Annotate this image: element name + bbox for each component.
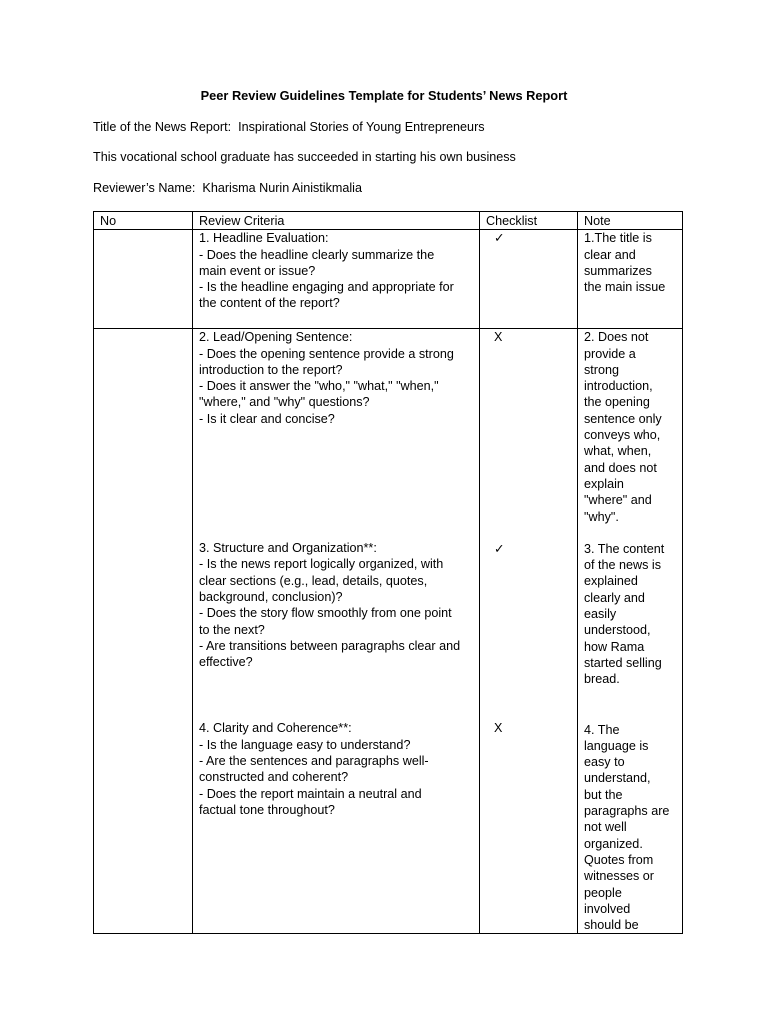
criteria-line: - Does the report maintain a neutral and xyxy=(199,786,422,801)
header-no: No xyxy=(94,212,193,230)
review-table xyxy=(93,211,683,934)
note-line: organized. xyxy=(584,836,643,851)
note-line: understand, xyxy=(584,771,651,786)
header-checklist: Checklist xyxy=(480,212,578,230)
criteria-4 xyxy=(199,720,473,818)
note-line: 2. Does not xyxy=(584,330,649,345)
cross-mark-icon: X xyxy=(494,720,503,735)
note-line: started selling xyxy=(584,655,662,670)
note-line: explained xyxy=(584,574,638,589)
note-line: 1.The title is xyxy=(584,231,652,246)
note-line: "where" and xyxy=(584,493,652,508)
report-title-line: Title of the News Report: Inspirational Stories of Young Entrepreneurs xyxy=(93,120,485,134)
note-line: sentence only xyxy=(584,411,662,426)
note-line: provide a xyxy=(584,346,636,361)
note-line: easy to xyxy=(584,755,625,770)
criteria-line: introduction to the report? xyxy=(199,362,343,377)
note-line: should be xyxy=(584,918,639,933)
criteria-line: - Does the opening sentence provide a strong xyxy=(199,346,454,361)
table-row xyxy=(94,329,683,934)
note-line: "why". xyxy=(584,509,619,524)
criteria-line: background, conclusion)? xyxy=(199,589,343,604)
criteria-line: - Is the headline engaging and appropriate for xyxy=(199,280,454,295)
note-cell xyxy=(578,230,683,329)
criteria-cell xyxy=(193,230,480,329)
note-line: clearly and xyxy=(584,590,645,605)
note-3 xyxy=(584,541,676,688)
criteria-line: - Is the news report logically organized, with xyxy=(199,557,444,572)
note-line: 4. The xyxy=(584,722,620,737)
note-2 xyxy=(584,329,676,525)
table-header-row xyxy=(94,212,683,230)
note-line: 3. The content xyxy=(584,541,665,556)
criteria-line: - Are transitions between paragraphs clear and xyxy=(199,638,461,653)
no-cell xyxy=(94,329,193,934)
criteria-line: 1. Headline Evaluation: xyxy=(199,231,329,246)
criteria-line: effective? xyxy=(199,655,253,670)
note-line: paragraphs are xyxy=(584,804,670,819)
note-line: strong xyxy=(584,362,620,377)
table-row xyxy=(94,230,683,329)
note-line: Quotes from xyxy=(584,852,654,867)
note-line: easily xyxy=(584,607,617,622)
criteria-line: factual tone throughout? xyxy=(199,802,335,817)
checkmark-icon: ✓ xyxy=(494,231,505,246)
criteria-1 xyxy=(199,230,473,311)
checkmark-icon: ✓ xyxy=(494,541,505,556)
criteria-line: - Does the headline clearly summarize the xyxy=(199,247,435,262)
criteria-line: 3. Structure and Organization**: xyxy=(199,541,377,556)
criteria-line: - Does it answer the "who," "what," "when," xyxy=(199,379,439,394)
note-line: understood, xyxy=(584,623,651,638)
note-line: language is xyxy=(584,738,649,753)
criteria-line: - Are the sentences and paragraphs well- xyxy=(199,754,429,769)
criteria-line: main event or issue? xyxy=(199,263,316,278)
note-line: conveys who, xyxy=(584,428,661,443)
document-title: Peer Review Guidelines Template for Students’ News Report xyxy=(200,88,568,103)
note-line: people xyxy=(584,885,622,900)
report-subtitle-line: This vocational school graduate has succeeded in starting his own business xyxy=(93,150,516,164)
criteria-3 xyxy=(199,540,473,670)
note-line: the opening xyxy=(584,395,650,410)
note-line: and does not xyxy=(584,460,657,475)
note-line: introduction, xyxy=(584,379,653,394)
note-line: explain xyxy=(584,476,624,491)
note-line: the main issue xyxy=(584,280,666,295)
note-line: but the xyxy=(584,787,623,802)
note-line: clear and xyxy=(584,247,636,262)
criteria-line: 4. Clarity and Coherence**: xyxy=(199,721,352,736)
header-note: Note xyxy=(578,212,683,230)
note-line: what, when, xyxy=(584,444,652,459)
note-line: of the news is xyxy=(584,558,662,573)
criteria-line: clear sections (e.g., lead, details, quotes, xyxy=(199,573,428,588)
checklist-cell xyxy=(480,329,578,934)
note-line: witnesses or xyxy=(584,869,654,884)
cross-mark-icon: X xyxy=(494,330,503,345)
criteria-cell xyxy=(193,329,480,934)
note-line: involved xyxy=(584,901,631,916)
criteria-line: - Is the language easy to understand? xyxy=(199,737,411,752)
criteria-line: constructed and coherent? xyxy=(199,770,349,785)
checklist-cell xyxy=(480,230,578,329)
criteria-line: 2. Lead/Opening Sentence: xyxy=(199,330,353,345)
header-review-criteria: Review Criteria xyxy=(193,212,480,230)
note-4 xyxy=(584,722,676,934)
no-cell xyxy=(94,230,193,329)
criteria-line: "where," and "why" questions? xyxy=(199,395,370,410)
criteria-2 xyxy=(199,329,473,427)
note-line: not well xyxy=(584,820,627,835)
criteria-line: to the next? xyxy=(199,622,265,637)
note-line: summarizes xyxy=(584,263,652,278)
criteria-line: - Is it clear and concise? xyxy=(199,411,335,426)
note-cell xyxy=(578,329,683,934)
note-line: bread. xyxy=(584,672,620,687)
reviewer-name-line: Reviewer’s Name: Kharisma Nurin Ainistikmalia xyxy=(93,181,362,195)
criteria-line: - Does the story flow smoothly from one point xyxy=(199,606,452,621)
criteria-line: the content of the report? xyxy=(199,296,340,311)
note-line: how Rama xyxy=(584,639,645,654)
